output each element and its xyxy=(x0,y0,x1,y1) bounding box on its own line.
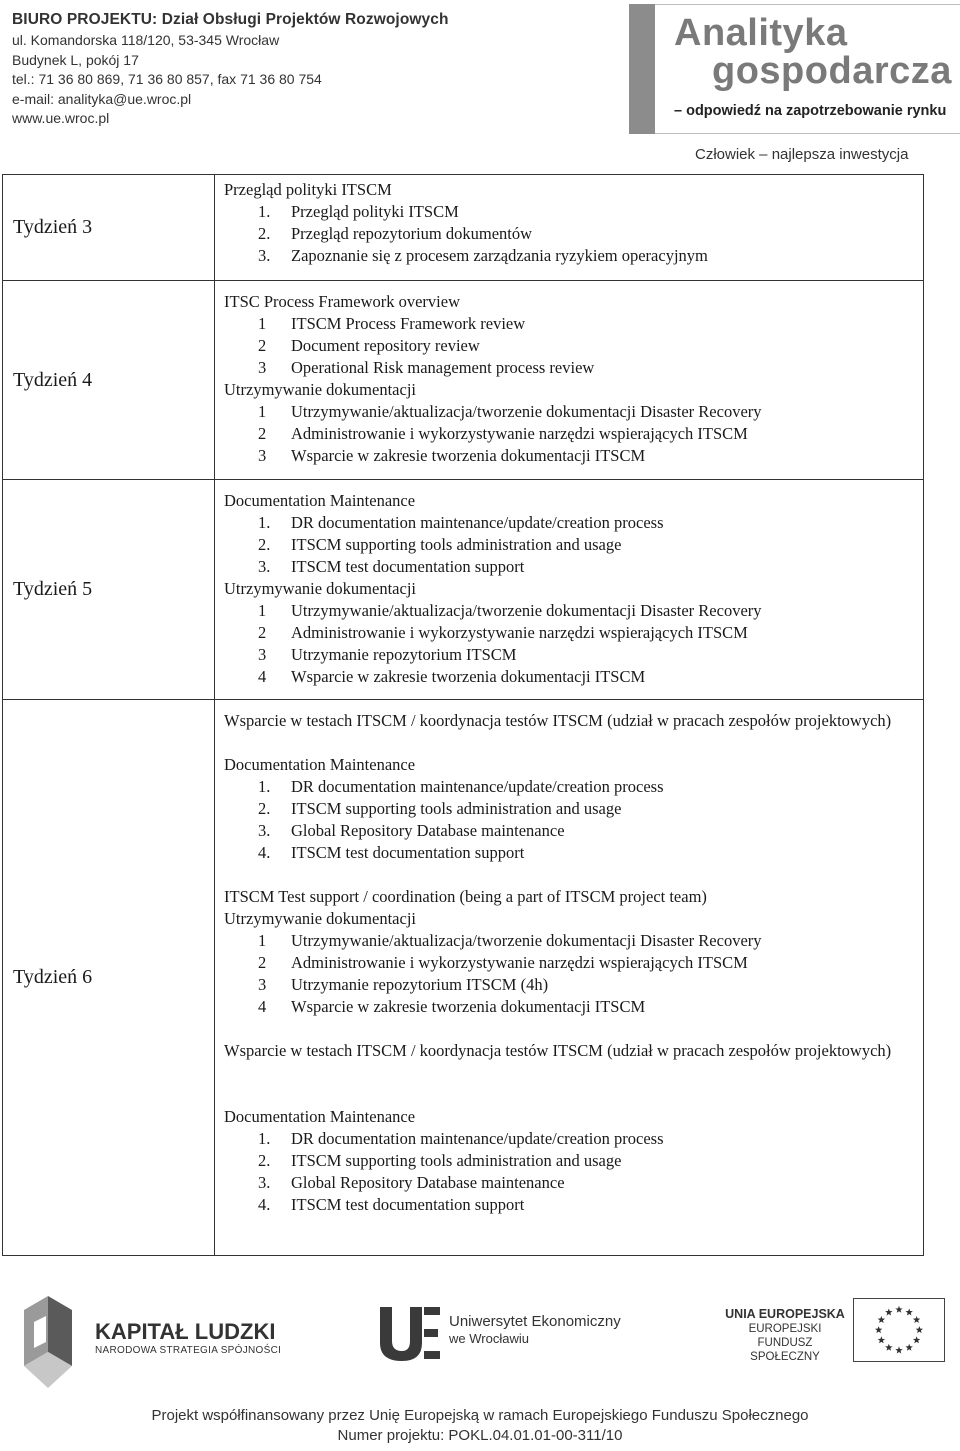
brand-accent-bar xyxy=(629,4,655,134)
eu-star-icon xyxy=(905,1309,912,1316)
table-row xyxy=(3,175,924,281)
list-item: 3. ITSCM test documentation support xyxy=(258,557,525,576)
list-item: 2. ITSCM supporting tools administration and usage xyxy=(258,1151,622,1170)
week-content xyxy=(215,700,924,1256)
list-item: 1 ITSCM Process Framework review xyxy=(258,314,526,333)
section-title-pl: Utrzymywanie dokumentacji xyxy=(224,579,416,598)
list-item: 1. DR documentation maintenance/update/creation process xyxy=(258,777,664,796)
list-item: 2 Document repository review xyxy=(258,336,480,355)
list-item: 2 Administrowanie i wykorzystywanie narzędzi wspierających ITSCM xyxy=(258,953,748,972)
university-name-line-1: Uniwersytet Ekonomiczny xyxy=(449,1313,621,1330)
list-item: 3 Operational Risk management process review xyxy=(258,358,595,377)
eu-star-icon xyxy=(895,1306,902,1313)
week-label: Tydzień 3 xyxy=(3,175,215,281)
eu-star-icon xyxy=(913,1336,920,1343)
eu-star-icon xyxy=(878,1336,885,1343)
week-content xyxy=(215,175,924,281)
list-item: 2 Administrowanie i wykorzystywanie narzędzi wspierających ITSCM xyxy=(258,623,748,642)
website-line: www.ue.wroc.pl xyxy=(12,110,110,126)
list-item: 3 Utrzymanie repozytorium ITSCM xyxy=(258,645,517,664)
eu-star-icon xyxy=(885,1309,892,1316)
section-title-en: ITSC Process Framework overview xyxy=(224,292,460,311)
cofinancing-text: Projekt współfinansowany przez Unię Europejską w ramach Europejskiego Funduszu Społecznego xyxy=(151,1407,809,1424)
kapital-ludzki-title: KAPITAŁ LUDZKI xyxy=(95,1319,276,1344)
week-label: Tydzień 6 xyxy=(3,700,215,1256)
project-number: Numer projektu: POKL.04.01.01-00-311/10 xyxy=(337,1427,623,1444)
week-label: Tydzień 5 xyxy=(3,480,215,700)
funding-footer xyxy=(0,1270,960,1451)
kapital-ludzki-subtitle: NARODOWA STRATEGIA SPÓJNOŚCI xyxy=(95,1345,282,1356)
list-item: 2. ITSCM supporting tools administration and usage xyxy=(258,535,622,554)
list-item: 3 Wsparcie w zakresie tworzenia dokumentacji ITSCM xyxy=(258,446,646,465)
list-item: 1 Utrzymywanie/aktualizacja/tworzenie dokumentacji Disaster Recovery xyxy=(258,931,762,950)
eu-star-icon xyxy=(895,1346,902,1353)
list-item: 4. ITSCM test documentation support xyxy=(258,843,525,862)
list-item: 1 Utrzymywanie/aktualizacja/tworzenie dokumentacji Disaster Recovery xyxy=(258,601,762,620)
testing-support-en: ITSCM Test support / coordination (being a part of ITSCM project team) xyxy=(224,887,707,906)
eu-star-icon xyxy=(875,1326,882,1333)
phone-line: tel.: 71 36 80 869, 71 36 80 857, fax 71 36 80 754 xyxy=(12,71,322,87)
section-title-en: Documentation Maintenance xyxy=(224,755,416,774)
program-motto: Człowiek – najlepsza inwestycja xyxy=(695,146,909,163)
office-title: BIURO PROJEKTU: Dział Obsługi Projektów Rozwojowych xyxy=(12,11,449,28)
eu-star-icon xyxy=(885,1344,892,1351)
list-item: 2 Administrowanie i wykorzystywanie narzędzi wspierających ITSCM xyxy=(258,424,748,443)
list-item: 2. Przegląd repozytorium dokumentów xyxy=(258,224,533,243)
testing-intro-pl: Wsparcie w testach ITSCM / koordynacja testów ITSCM (udział w pracach zespołów projektowych) xyxy=(224,711,892,730)
eu-star-icon xyxy=(905,1344,912,1351)
cofinancing-note xyxy=(0,1406,960,1446)
brand-title-line-1: Analityka xyxy=(674,12,848,54)
section-title-pl: Utrzymywanie dokumentacji xyxy=(224,380,416,399)
list-item: 4 Wsparcie w zakresie tworzenia dokumentacji ITSCM xyxy=(258,997,646,1016)
section-title-en: Documentation Maintenance xyxy=(224,491,416,510)
week-content xyxy=(215,281,924,480)
list-item: 1. DR documentation maintenance/update/creation process xyxy=(258,1129,664,1148)
list-item: 1. DR documentation maintenance/update/creation process xyxy=(258,513,664,532)
week-content xyxy=(215,480,924,700)
eu-line-2: EUROPEJSKI xyxy=(748,1323,822,1335)
table-row xyxy=(3,281,924,480)
list-item: 3 Utrzymanie repozytorium ITSCM (4h) xyxy=(258,975,549,994)
letterhead xyxy=(0,0,960,175)
eu-star-icon xyxy=(916,1326,923,1333)
list-item: 3. Zapoznanie się z procesem zarządzania ryzykiem operacyjnym xyxy=(258,246,708,265)
university-logo-icon xyxy=(378,1305,442,1363)
week-label: Tydzień 4 xyxy=(3,281,215,480)
eu-star-icon xyxy=(878,1316,885,1323)
kapital-ludzki-logo-icon xyxy=(16,1292,76,1392)
list-item: 4 Wsparcie w zakresie tworzenia dokumentacji ITSCM xyxy=(258,667,646,686)
schedule-table xyxy=(2,174,924,1256)
address-line: Budynek L, pokój 17 xyxy=(12,51,139,68)
email-line: e-mail: analityka@ue.wroc.pl xyxy=(12,90,192,107)
table-row xyxy=(3,700,924,1256)
eu-fund-text xyxy=(725,1307,845,1364)
brand-tagline: – odpowiedź na zapotrzebowanie rynku xyxy=(674,103,947,119)
eu-flag-icon xyxy=(853,1298,945,1362)
eu-star-icon xyxy=(913,1316,920,1323)
university-name xyxy=(449,1313,621,1347)
list-item: 1 Utrzymywanie/aktualizacja/tworzenie dokumentacji Disaster Recovery xyxy=(258,402,762,421)
section-title-en: Documentation Maintenance xyxy=(224,1107,416,1126)
list-item: 3. Global Repository Database maintenance xyxy=(258,821,565,840)
list-item: 4. ITSCM test documentation support xyxy=(258,1195,525,1214)
university-name-line-2: we Wrocławiu xyxy=(449,1331,529,1346)
testing-support-pl: Wsparcie w testach ITSCM / koordynacja testów ITSCM (udział w pracach zespołów projektowych) xyxy=(224,1041,892,1060)
eu-line-1: UNIA EUROPEJSKA xyxy=(725,1307,845,1321)
brand-title-line-2: gospodarcza xyxy=(712,50,952,92)
section-title-pl: Utrzymywanie dokumentacji xyxy=(224,909,416,928)
table-row xyxy=(3,480,924,700)
list-item: 2. ITSCM supporting tools administration and usage xyxy=(258,799,622,818)
list-item: 3. Global Repository Database maintenance xyxy=(258,1173,565,1192)
section-title: Przegląd polityki ITSCM xyxy=(224,180,392,199)
address-line: ul. Komandorska 118/120, 53-345 Wrocław xyxy=(12,32,280,48)
office-address-block xyxy=(12,9,449,129)
list-item: 1. Przegląd polityki ITSCM xyxy=(258,202,459,221)
eu-line-3: FUNDUSZ SPOŁECZNY xyxy=(750,1337,820,1363)
